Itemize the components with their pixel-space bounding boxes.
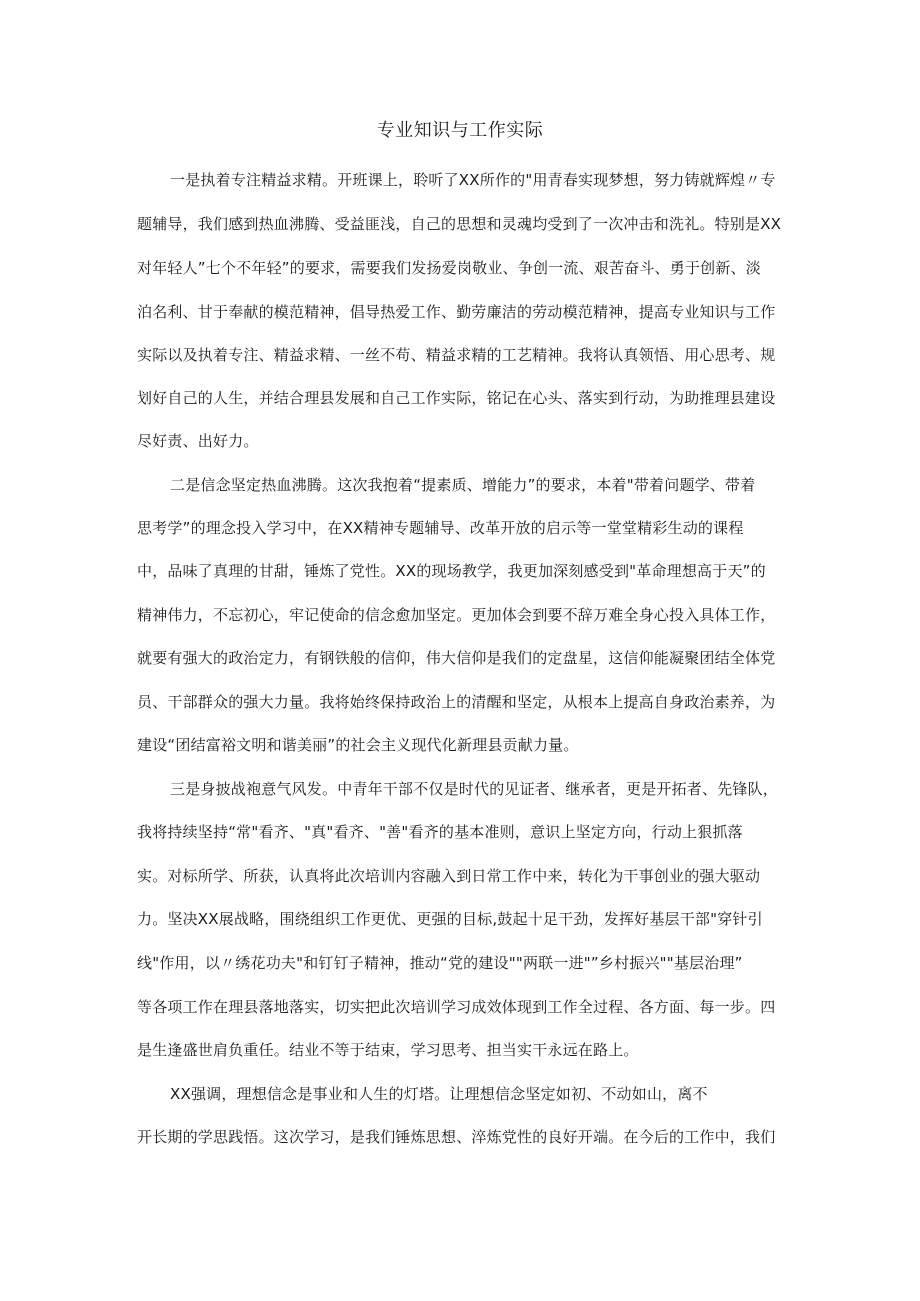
text-line: 是生逢盛世肩负重任。结业不等于结束，学习思考、担当实干永远在路上。 <box>137 1041 639 1059</box>
text-line: 题辅导，我们感到热血沸腾、受益匪浅，自己的思想和灵魂均受到了一次冲击和洗礼。特别是XX <box>137 215 782 233</box>
text-line: 开长期的学思践悟。这次学习，是我们锤炼思想、淬炼党性的良好开端。在今后的工作中，我们 <box>137 1128 776 1146</box>
text-line: 我将持续坚持“常"看齐、"真"看齐、"善"看齐的基本准则，意识上坚定方向，行动上狠抓落 <box>137 823 743 841</box>
document-title: 专业知识与工作实际 <box>376 120 544 141</box>
text-line: 划好自己的人生，并结合理县发展和自己工作实际，铭记在心头、落实到行动，为助推理县建设 <box>137 389 776 407</box>
text-line: 建设“团结富裕文明和谐美丽”的社会主义现代化新理县贡献力量。 <box>137 736 579 754</box>
text-line: XX强调，理想信念是事业和人生的灯塔。让理想信念坚定如初、不动如山，离不 <box>170 1085 708 1103</box>
text-line: 力。坚决XX展战略，围绕组织工作更优、更强的目标,鼓起十足干劲，发挥好基层干部"穿针引 <box>137 910 763 928</box>
text-line: 等各项工作在理县落地落实，切实把此次培训学习成效体现到工作全过程、各方面、每一步。四 <box>137 998 776 1016</box>
text-line: 员、干部群众的强大力量。我将始终保持政治上的清醒和坚定，从根本上提高自身政治素养，为 <box>137 693 776 711</box>
text-line: 线"作用，以〃绣花功夫"和钉钉子精神，推动“党的建设""两联一进"”乡村振兴""基层治理” <box>137 954 743 972</box>
text-line: 思考学”的理念投入学习中，在XX精神专题辅导、改革开放的启示等一堂堂精彩生动的课程 <box>137 519 744 537</box>
text-line: 实际以及执着专注、精益求精、一丝不苟、精益求精的工艺精神。我将认真领悟、用心思考、规 <box>137 346 776 364</box>
text-line: 三是身披战袍意气风发。中青年干部不仅是时代的见证者、继承者，更是开拓者、先锋队， <box>170 780 779 798</box>
text-line: 泊名利、甘于奉献的模范精神，倡导热爱工作、勤劳廉洁的劳动模范精神，提高专业知识与工作 <box>137 303 776 321</box>
text-line: 二是信念坚定热血沸腾。这次我抱着“提素质、增能力”的要求，本着"带着问题学、带着 <box>170 476 756 494</box>
text-line: 实。对标所学、所获，认真将此次培训内容融入到日常工作中来，转化为干事创业的强大驱动 <box>137 867 761 885</box>
text-line: 中，品味了真理的甘甜，锤炼了党性。XX的现场教学，我更加深刻感受到"革命理想高于天”的 <box>137 562 766 580</box>
text-line: 尽好责、出好力。 <box>137 432 259 450</box>
text-line: 精神伟力，不忘初心，牢记使命的信念愈加坚定。更加体会到要不辞万难全身心投入具体工作， <box>137 606 776 624</box>
text-line: 对年轻人”七个不年轻”的要求，需要我们发扬爱岗敬业、争创一流、艰苦奋斗、勇于创新、淡 <box>137 259 761 277</box>
text-line: 一是执着专注精益求精。开班课上，聆听了XX所作的"用青春实现梦想，努力铸就辉煌〃专 <box>170 171 776 189</box>
text-line: 就要有强大的政治定力，有钢铁般的信仰，伟大信仰是我们的定盘星，这信仰能凝聚团结全体党 <box>137 649 776 667</box>
